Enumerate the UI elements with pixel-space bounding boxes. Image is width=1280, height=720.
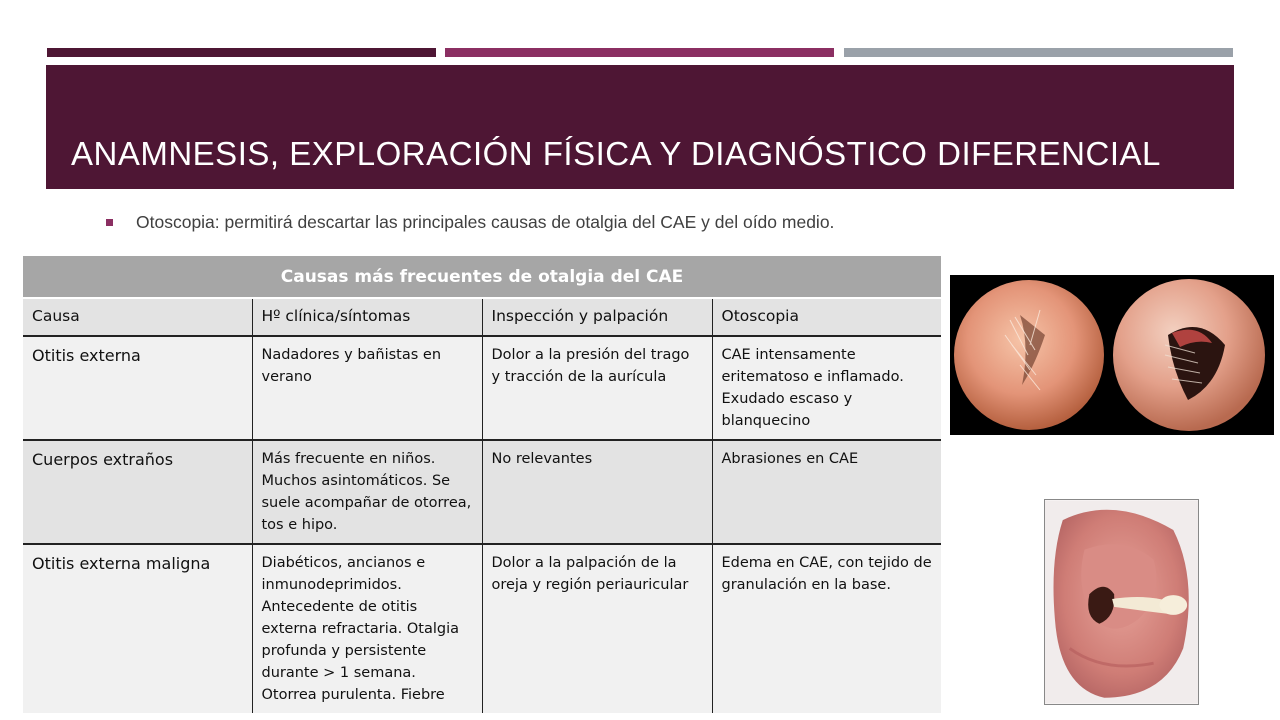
column-header: Hº clínica/síntomas <box>252 298 482 336</box>
cell-causa: Otitis externa maligna <box>23 544 252 713</box>
cell-inspeccion: Dolor a la presión del trago y tracción de la aurícula <box>482 336 712 440</box>
cell-clinica: Diabéticos, ancianos e inmunodeprimidos. Antecedente de otitis externa refractaria. Otalgia profunda y persistente durante > 1 semana. Otorrea purulenta. Fiebre <box>252 544 482 713</box>
cell-clinica: Más frecuente en niños. Muchos asintomáticos. Se suele acompañar de otorrea, tos e hipo. <box>252 440 482 544</box>
otalgia-causes-table <box>23 256 941 713</box>
bullet-square-icon <box>106 219 113 226</box>
cell-causa: Otitis externa <box>23 336 252 440</box>
accent-bar-dark <box>47 48 436 57</box>
cell-otoscopia: Abrasiones en CAE <box>712 440 941 544</box>
table-row <box>23 440 941 544</box>
cell-inspeccion: No relevantes <box>482 440 712 544</box>
column-header: Inspección y palpación <box>482 298 712 336</box>
cell-inspeccion: Dolor a la palpación de la oreja y región periauricular <box>482 544 712 713</box>
bullet-text: Otoscopia: permitirá descartar las principales causas de otalgia del CAE y del oído medio. <box>136 212 835 232</box>
table-header-row <box>23 298 941 336</box>
cell-causa: Cuerpos extraños <box>23 440 252 544</box>
accent-bar-magenta <box>445 48 834 57</box>
slide-title: ANAMNESIS, EXPLORACIÓN FÍSICA Y DIAGNÓSTICO DIFERENCIAL <box>71 135 1161 172</box>
table-row <box>23 336 941 440</box>
otoscopy-photo <box>950 275 1274 435</box>
table-row <box>23 544 941 713</box>
accent-bar-gray <box>844 48 1233 57</box>
column-header: Otoscopia <box>712 298 941 336</box>
ear-photo <box>1044 499 1199 705</box>
bullet-item <box>106 212 834 233</box>
cell-clinica: Nadadores y bañistas en verano <box>252 336 482 440</box>
cell-otoscopia: Edema en CAE, con tejido de granulación en la base. <box>712 544 941 713</box>
title-band <box>46 65 1234 189</box>
column-header: Causa <box>23 298 252 336</box>
cell-otoscopia: CAE intensamente eritematoso e inflamado. Exudado escaso y blanquecino <box>712 336 941 440</box>
table-caption: Causas más frecuentes de otalgia del CAE <box>23 256 941 298</box>
